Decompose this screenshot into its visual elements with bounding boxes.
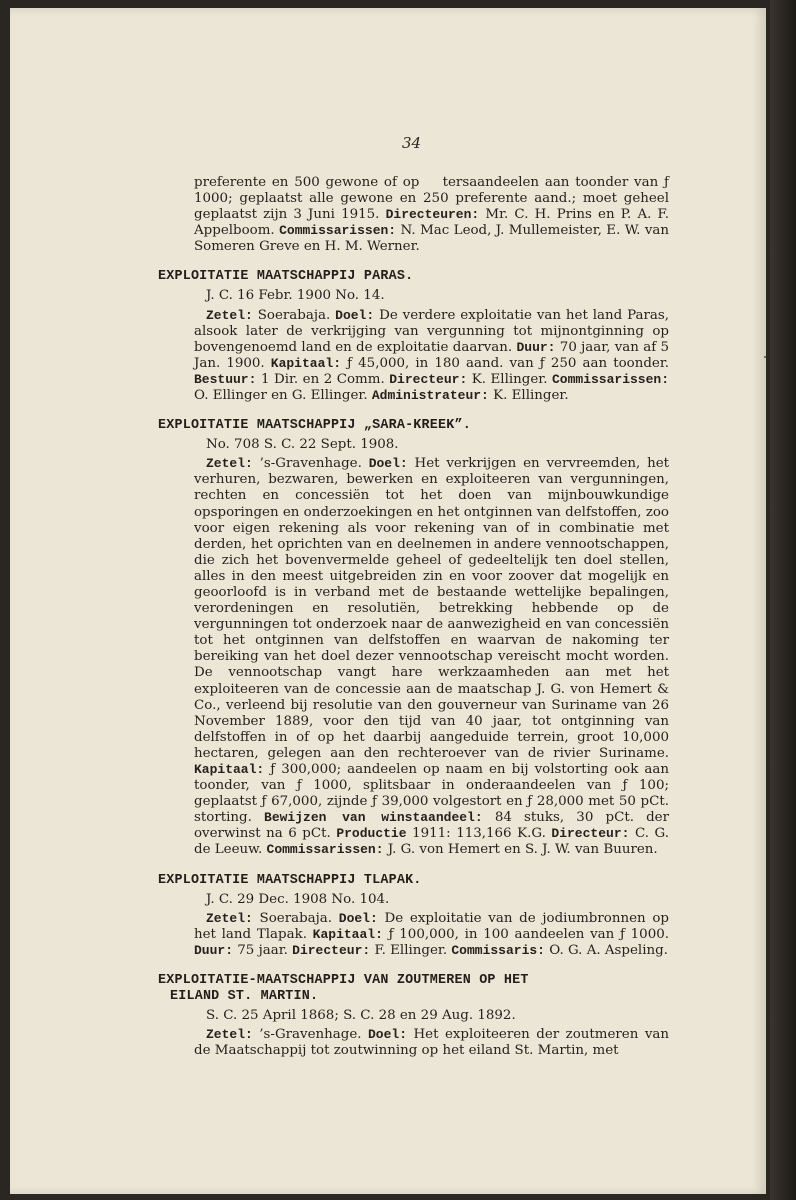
paras-label-bestuur: Bestuur: — [194, 371, 257, 387]
paras-reference: J. C. 16 Febr. 1900 No. 14. — [206, 288, 385, 304]
sara-paragraph — [194, 456, 669, 858]
sara-label-zetel: Zetel: — [206, 456, 253, 472]
page-content — [158, 175, 670, 1059]
section-heading-tlapak: EXPLOITATIE MAATSCHAPPIJ TLAPAK. — [158, 872, 422, 888]
sara-doel: Het verkrijgen en vervreemden, het verhuren, bezwaren, bewerken en exploiteeren van vergunningen, rechten en concessiën tot het doen van mijnbouwkundige opsporingen en onderzoekingen en het ontginnen van delfstoffen, zoo voor eigen rekening als voor rekening van of in combinatie met derden, het oprichten van en deelnemen in andere vennootschappen, die zich het bovenvermelde geheel of gedeeltelijk ten doel stellen, alles in den meest uitgebreiden zin en voor zoover dat mogelijk en geoorloofd is in verband met de bestaande wettelijke bepalingen, verordeningen en resolutiën, betrekking hebbende op de vergunningen tot onderzoek naar de aanwezigheid en van concessiën tot het ontginnen van delfstoffen en waarvan de nakoming ter bereiking van het doel dezer vennootschap vereischt mocht worden. De vennootschap vangt hare werkzaamheden aan met het exploiteeren van de concessie aan de maatschap J. G. von Hemert & Co., verleend bij resolutie van den gouverneur van Suriname van 26 November 1889, voor den tijd van 40 jaar, tot ontginning van delfstoffen in of op het daarbij aangeduide terrein, groot 10,000 hectaren, gelegen aan den rechteroever van de rivier Suriname. — [194, 456, 670, 761]
paras-label-duur: Duur: — [516, 339, 556, 355]
intro-text-2: tersaandeelen aan toonder van ƒ 1000; geplaatst alle gewone en 250 preferente aand.; moet geheel geplaatst zijn 3 Juni 1915. — [194, 175, 669, 223]
tlapak-doel: De exploitatie van de jodiumbronnen op het land Tlapak. — [194, 910, 669, 942]
book-spine-edge — [770, 0, 796, 1200]
paras-label-commissarissen: Commissarissen: — [551, 371, 670, 387]
paras-doel: De verdere exploitatie van het land Paras, alsook later de verkrijging van vergunning tot mijnontginning op bovengenoemd land en de exploitatie daarvan. — [194, 307, 670, 355]
sara-label-commissarissen: Commissarissen: — [266, 842, 384, 858]
paras-label-kapitaal: Kapitaal: — [270, 355, 341, 371]
sara-bewijzen: 84 stuks, 30 pCt. der overwinst na 6 pCt. — [194, 810, 670, 842]
zoutmeren-doel: Het exploiteeren der zoutmeren van de Maatschappij tot zoutwinning op het eiland St. Martin, met — [194, 1027, 669, 1059]
intro-text-1: preferente en 500 gewone of op — [194, 175, 420, 190]
paras-administrateur: K. Ellinger. — [493, 388, 569, 404]
sara-label-productie: Productie — [336, 826, 407, 842]
tlapak-label-kapitaal: Kapitaal: — [312, 926, 383, 942]
section-heading-paras: EXPLOITATIE MAATSCHAPPIJ PARAS. — [158, 269, 414, 285]
sara-productie: 1911: 113,166 K.G. — [412, 826, 546, 842]
sara-label-directeur: Directeur: — [551, 826, 630, 842]
zoutmeren-label-zetel: Zetel: — [206, 1027, 253, 1043]
zoutmeren-heading-line-1: EXPLOITATIE-MAATSCHAPPIJ VAN ZOUTMEREN OP HET — [158, 972, 529, 988]
tlapak-label-commissaris: Commissaris: — [451, 942, 545, 958]
tlapak-duur: 75 jaar. — [237, 942, 288, 958]
paras-duur: 70 jaar, van af 5 Jan. 1900. — [194, 339, 669, 371]
sara-commissarissen: J. G. von Hemert en S. J. W. van Buuren. — [387, 842, 658, 858]
page-speck — [764, 356, 766, 358]
sara-label-kapitaal: Kapitaal: — [194, 762, 265, 777]
paras-paragraph — [194, 308, 669, 405]
section-heading-zoutmeren — [158, 973, 669, 1005]
zoutmeren-reference: S. C. 25 April 1868; S. C. 28 en 29 Aug. 1892. — [206, 1007, 516, 1023]
sara-reference: No. 708 S. C. 22 Sept. 1908. — [206, 437, 399, 453]
intro-paragraph — [194, 175, 669, 255]
sara-directeur: C. G. de Leeuw. — [194, 826, 670, 858]
paras-label-doel: Doel: — [335, 307, 375, 323]
zoutmeren-paragraph — [194, 1027, 669, 1059]
tlapak-directeur: F. Ellinger. — [374, 942, 448, 958]
sara-kapitaal: ƒ 300,000; aandeelen op naam en bij volstorting ook aan toonder, van ƒ 1000, splitsbaar in onderaandeelen van ƒ 100; geplaatst ƒ 67,000, zijnde ƒ 39,000 volgestort en ƒ 28,000 met 50 pCt. storting. — [194, 762, 669, 826]
paras-label-zetel: Zetel: — [206, 307, 253, 323]
page-number: 34 — [402, 134, 422, 152]
zoutmeren-zetel: ’s-Gravenhage. — [259, 1027, 362, 1043]
sara-label-bewijzen: Bewijzen van winstaandeel: — [264, 810, 483, 826]
zoutmeren-label-doel: Doel: — [368, 1027, 408, 1043]
tlapak-kapitaal: ƒ 100,000, in 100 aandeelen van ƒ 1000. — [388, 926, 669, 942]
sara-label-doel: Doel: — [368, 456, 408, 472]
paras-directeur: K. Ellinger. — [471, 371, 548, 387]
section-heading-sara-kreek: EXPLOITATIE MAATSCHAPPIJ „SARA-KREEK”. — [158, 418, 471, 434]
tlapak-label-directeur: Directeur: — [292, 942, 371, 958]
paras-label-directeur: Directeur: — [389, 371, 468, 387]
tlapak-zetel: Soerabaja. — [259, 910, 333, 926]
tlapak-reference: J. C. 29 Dec. 1908 No. 104. — [206, 891, 390, 907]
tlapak-label-doel: Doel: — [338, 910, 378, 926]
intro-label-commissarissen: Commissarissen: — [279, 223, 397, 239]
sara-zetel: ’s-Gravenhage. — [259, 456, 362, 472]
intro-commissarissen: N. Mac Leod, J. Mullemeister, E. W. van Someren Greve en H. M. Werner. — [194, 223, 669, 255]
intro-directeuren: Mr. C. H. Prins en P. A. F. Appelboom. — [194, 207, 669, 239]
tlapak-paragraph — [194, 911, 669, 959]
paras-kapitaal: ƒ 45,000, in 180 aand. van ƒ 250 aan toonder. — [347, 355, 670, 371]
zoutmeren-heading-line-2: EILAND ST. MARTIN. — [170, 988, 319, 1004]
paras-zetel: Soerabaja. — [257, 307, 331, 323]
tlapak-label-zetel: Zetel: — [206, 910, 253, 926]
paras-label-administrateur: Administrateur: — [371, 388, 489, 404]
tlapak-commissaris: O. G. A. Aspeling. — [549, 942, 668, 958]
tlapak-label-duur: Duur: — [194, 942, 234, 958]
paras-bestuur: 1 Dir. en 2 Comm. — [260, 371, 385, 387]
paras-commissarissen: O. Ellinger en G. Ellinger. — [194, 388, 368, 404]
intro-label-directeuren: Directeuren: — [385, 207, 480, 223]
